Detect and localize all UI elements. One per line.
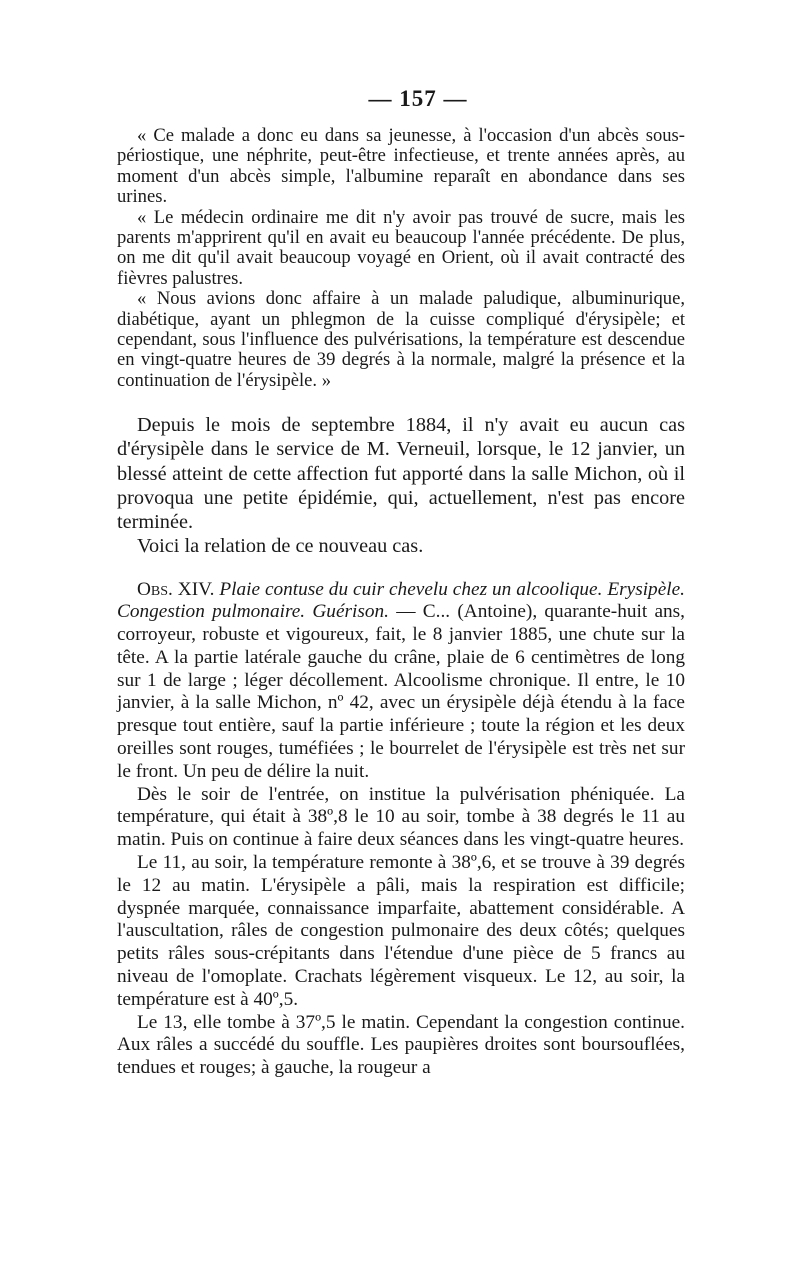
- observation-text: — C... (Antoine), quarante-huit ans, corroyeur, robuste et vigoureux, fait, le 8 janvier 1885, une chute sur la tête. A la partie latérale gauche du crâne, plaie de 6 centimètres de long sur 1 de large ; léger décollement. Alcoolisme chronique. Il entre, le 10 janvier, à la salle Michon, nº 42, avec un érysipèle déjà étendu à la face presque tout entière, sauf la partie inférieure ; toute la région et les deux oreilles sont rouges, tuméfiées ; le bourrelet de l'érysipèle est très net sur le front. Un peu de délire la nuit.: [117, 601, 685, 782]
- observation-paragraph-4: Le 13, elle tombe à 37º,5 le matin. Cependant la congestion continue. Aux râles a succédé du souffle. Les paupières droites sont boursouflées, tendues et rouges; à gauche, la rougeur a: [117, 1011, 685, 1079]
- main-section: [117, 413, 685, 558]
- document-page: [117, 86, 685, 1080]
- quote-paragraph-3: « Nous avions donc affaire à un malade paludique, albuminurique, diabétique, ayant un phlegmon de la cuisse compliqué d'érysipèle; et cependant, sous l'influence des pulvérisations, la température est descendue en vingt-quatre heures de 39 degrés à la normale, malgré la présence et la continuation de l'érysipèle. »: [117, 288, 685, 391]
- quoted-section: [117, 126, 685, 391]
- observation-section: [117, 579, 685, 1081]
- main-paragraph-1: Depuis le mois de septembre 1884, il n'y avait eu aucun cas d'érysipèle dans le service de M. Verneuil, lorsque, le 12 janvier, un blessé atteint de cette affection fut apporté dans la salle Michon, où il provoqua une petite épidémie, qui, actuellement, n'est pas encore terminée.: [117, 414, 685, 534]
- observation-label: Obs. XIV.: [137, 578, 215, 600]
- page-number: — 157 —: [368, 86, 468, 111]
- observation-paragraph-3: Le 11, au soir, la température remonte à 38º,6, et se trouve à 39 degrés le 12 au matin. L'érysipèle a pâli, mais la respiration est difficile; dyspnée marquée, connaissance imparfaite, abattement considérable. A l'auscultation, râles de congestion pulmonaire des deux côtés; quelques petits râles sous-crépitants dans l'étendue d'une pièce de 5 francs au niveau de l'omoplate. Crachats légèrement visqueux. Le 12, au soir, la température est à 40º,5.: [117, 852, 685, 1010]
- main-paragraph-2: Voici la relation de ce nouveau cas.: [137, 535, 424, 558]
- observation-title: Plaie contuse du cuir chevelu chez un alcoolique. Erysipèle. Congestion pulmonaire. Guérison.: [117, 578, 685, 623]
- observation-paragraph-1: [117, 579, 685, 784]
- observation-paragraph-2: Dès le soir de l'entrée, on institue la pulvérisation phéniquée. La température, qui était à 38º,8 le 10 au soir, tombe à 38 degrés le 11 au matin. Puis on continue à faire deux séances dans les vingt-quatre heures.: [117, 783, 685, 851]
- quote-paragraph-1: « Ce malade a donc eu dans sa jeunesse, à l'occasion d'un abcès sous-périostique, une néphrite, peut-être infectieuse, et trente années après, au moment d'un abcès simple, l'albumine reparaît en abondance dans ses urines.: [117, 125, 685, 208]
- quote-paragraph-2: « Le médecin ordinaire me dit n'y avoir pas trouvé de sucre, mais les parents m'apprirent qu'il en avait eu beaucoup l'année précédente. De plus, on me dit qu'il avait beaucoup voyagé en Orient, où il avait contracté des fièvres palustres.: [117, 206, 685, 289]
